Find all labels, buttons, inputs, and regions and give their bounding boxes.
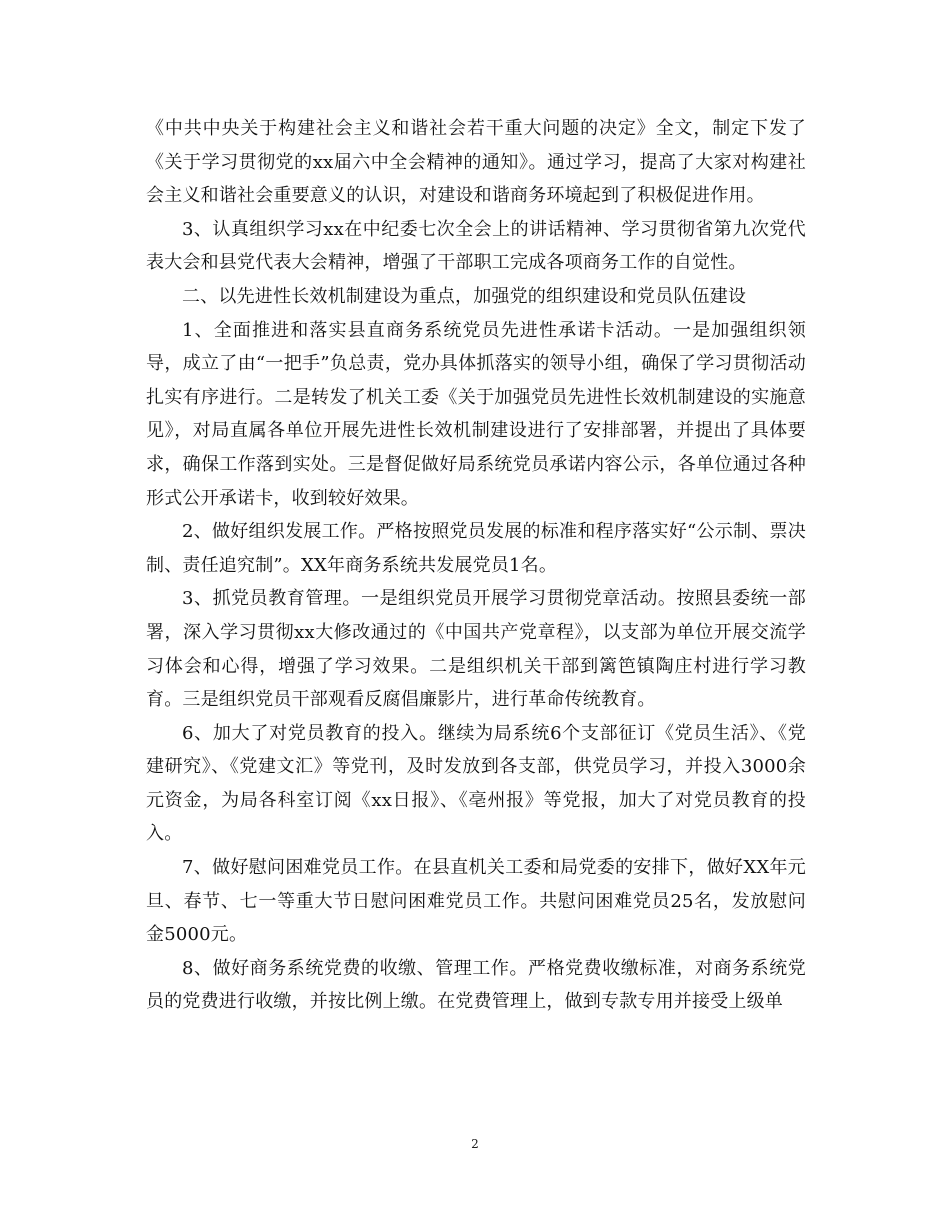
document-body [146, 112, 806, 1019]
paragraph-continuation: 《中共中央关于构建社会主义和谐社会若干重大问题的决定》全文，制定下发了《关于学习贯彻党的xx届六中全会精神的通知》。通过学习，提高了大家对构建社会主义和谐社会重要意义的认识，对建设和谐商务环境起到了积极促进作用。 [146, 118, 806, 207]
paragraph-item-7-condolence: 7、做好慰问困难党员工作。在县直机关工委和局党委的安排下，做好XX年元旦、春节、七一等重大节日慰问困难党员工作。共慰问困难党员25名，发放慰问金5000元。 [146, 857, 806, 946]
paragraph-item-3-study: 3、认真组织学习xx在中纪委七次全会上的讲话精神、学习贯彻省第九次党代表大会和县党代表大会精神，增强了干部职工完成各项商务工作的自觉性。 [146, 218, 806, 274]
paragraph-item-1-commitment: 1、全面推进和落实县直商务系统党员先进性承诺卡活动。一是加强组织领导，成立了由“一把手”负总责，党办具体抓落实的领导小组，确保了学习贯彻活动扎实有序进行。二是转发了机关工委《关于加强党员先进性长效机制建设的实施意见》，对局直属各单位开展先进性长效机制建设进行了安排部署，并提出了具体要求，确保工作落到实处。三是督促做好局系统党员承诺内容公示，各单位通过各种形式公开承诺卡，收到较好效果。 [146, 319, 806, 509]
section-heading-2: 二、以先进性长效机制建设为重点，加强党的组织建设和党员队伍建设 [182, 285, 747, 307]
paragraph-item-8-dues: 8、做好商务系统党费的收缴、管理工作。严格党费收缴标准，对商务系统党员的党费进行收缴，并按比例上缴。在党费管理上，做到专款专用并接受上级单 [146, 957, 806, 1013]
paragraph-item-2-development: 2、做好组织发展工作。严格按照党员发展的标准和程序落实好“公示制、票决制、责任追究制”。XX年商务系统共发展党员1名。 [146, 521, 806, 576]
paragraph-item-3-education: 3、抓党员教育管理。一是组织党员开展学习贯彻党章活动。按照县委统一部署，深入学习贯彻xx大修改通过的《中国共产党章程》，以支部为单位开展交流学习体会和心得，增强了学习效果。二是组织机关干部到篱笆镇陶庄村进行学习教育。三是组织党员干部观看反腐倡廉影片，进行革命传统教育。 [146, 588, 806, 711]
page-number: 2 [471, 1137, 479, 1151]
paragraph-item-6-investment: 6、加大了对党员教育的投入。继续为局系统6个支部征订《党员生活》、《党建研究》、《党建文汇》等党刊，及时发放到各支部，供党员学习，并投入3000余元资金，为局各科室订阅《xx日报》、《亳州报》等党报，加大了对党员教育的投入。 [146, 722, 806, 845]
